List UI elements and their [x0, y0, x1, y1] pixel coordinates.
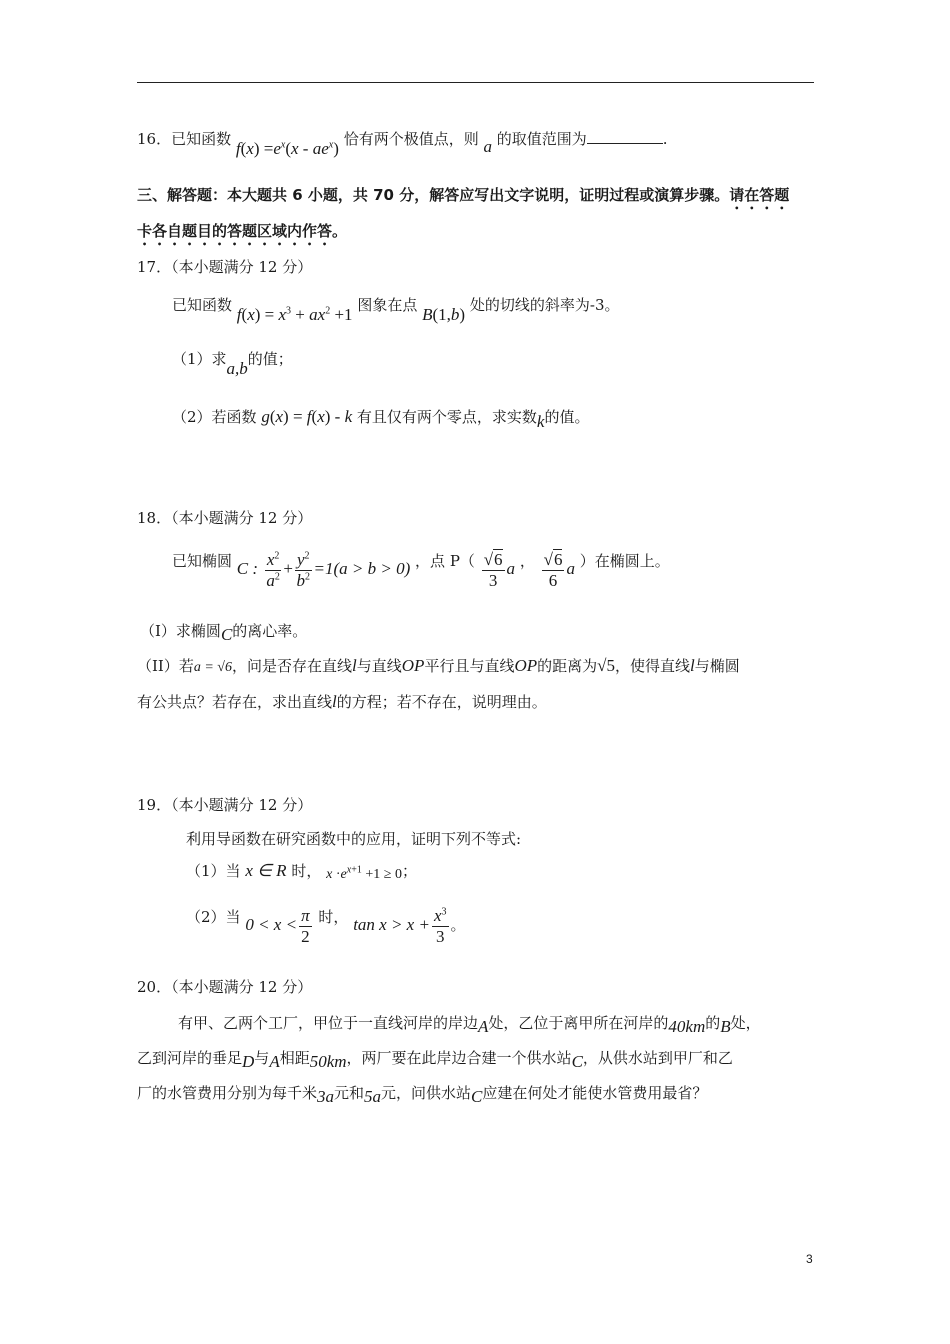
x3-over-3-fraction: $\frac{x^3}{3}$ — [433, 906, 447, 946]
section-3-heading: 三、解答题：本大题共 6 小题，共 70 分，解答应写出文字说明，证明过程或演算步骤。请在答题 — [137, 186, 790, 204]
question-18-stem: 已知椭圆 C : $\frac{x^2}{a^2}$ + $\frac{y^2}{b^2}$ =1(a > b > 0) ，点 P（ $\frac{√6}{3}$ a ， $\frac{√6}{6}$ a ）在椭圆上。 — [172, 550, 670, 590]
pi-over-2-fraction: $\frac{\pi}{2}$ — [301, 906, 310, 946]
question-17-stem: 已知函数 $f(x) = x^3 + ax^2 +1$ 图象在点 B(1,b) 处的切线的斜率为-3。 — [172, 296, 620, 324]
question-17-part1: （1）求a,b的值； — [172, 350, 293, 378]
sqrt6-over-6-fraction: $\frac{√6}{6}$ — [543, 550, 563, 590]
section-3-heading-line2: 卡各自题目的答题区域内作答。 — [137, 222, 348, 240]
q19-inequality-1: $x \cdot e^{x+1} +1 \ge 0$ — [326, 864, 402, 882]
q17-point: B(1,b) — [422, 305, 466, 324]
question-20-line1: 有甲、乙两个工厂，甲位于一直线河岸的岸边A处，乙位于离甲所在河岸的40km的B处， — [178, 1014, 761, 1036]
x2-over-a2-fraction: $\frac{x^2}{a^2}$ — [266, 550, 280, 590]
question-18-part2-line2: 有公共点？若存在，求出直线l的方程；若不存在，说明理由。 — [137, 692, 547, 711]
answer-blank — [587, 131, 663, 144]
question-17-header: 17．（本小题满分 12 分） — [137, 258, 313, 276]
question-18-part1: （I）求椭圆C的离心率。 — [140, 622, 308, 644]
question-19-part1: （1）当 x ∈ R 时， $x \cdot e^{x+1} +1 \ge 0$； — [186, 861, 417, 882]
sqrt6-over-3-fraction: $\frac{√6}{3}$ — [483, 550, 503, 590]
question-19-header: 19．（本小题满分 12 分） — [137, 796, 313, 814]
question-20-line2: 乙到河岸的垂足D与A相距50km，两厂要在此岸边合建一个供水站C，从供水站到甲厂和乙 — [137, 1049, 733, 1071]
header-rule — [137, 82, 814, 83]
q16-formula: $f(x) =e^x(x - ae^x)$ — [235, 139, 339, 158]
y2-over-b2-fraction: $\frac{y^2}{b^2}$ — [296, 550, 310, 590]
question-20-line3: 厂的水管费用分别为每千米3a元和5a元，问供水站C应建在何处才能使水管费用最省？ — [137, 1084, 708, 1106]
question-19-stem: 利用导函数在研究函数中的应用，证明下列不等式: — [186, 830, 522, 848]
question-19-part2: （2）当 0 < x < $\frac{\pi}{2}$ 时， tan x > x + $\frac{x^3}{3}$ 。 — [186, 906, 466, 946]
question-20-header: 20．（本小题满分 12 分） — [137, 978, 313, 996]
q17-g-formula: g(x) = f(x) - k — [261, 407, 353, 426]
question-18-header: 18．（本小题满分 12 分） — [137, 509, 313, 527]
question-18-part2: （II）若a = √6，问是否存在直线l与直线OP平行且与直线OP的距离为√5，使得直线l与椭圆 — [137, 656, 740, 675]
page-number: 3 — [806, 1252, 813, 1266]
q17-formula: $f(x) = x^3 + ax^2 +1$ — [236, 305, 353, 324]
question-16: 16．已知函数 $f(x) =e^x(x - ae^x)$ 恰有两个极值点，则 a 的取值范围为 . — [137, 130, 668, 158]
question-17-part2: （2）若函数 g(x) = f(x) - k 有且仅有两个零点，求实数k的值。 — [172, 407, 590, 431]
